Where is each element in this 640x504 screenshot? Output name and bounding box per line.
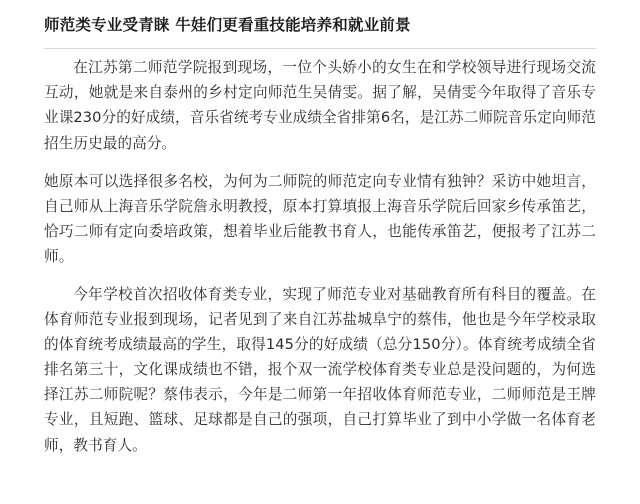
page-title: 师范类专业受青睐 牛娃们更看重技能培养和就业前景	[44, 16, 411, 34]
article-paragraph-3: 今年学校首次招收体育类专业，实现了师范专业对基础教育所有科目的覆盖。在体育师范专业报到现场，记者见到了来自江苏盐城阜宁的蔡伟，他也是今年学校录取的体育统考成绩最高的学生，取得145分的好成绩（总分150分）。体育统考成绩全省排名第三十，文化课成绩也不错，报个双一流学校体育类专业总是没问题的，为何选择江苏二师院呢？蔡伟表示，今年是二师第一年招收体育师范专业，二师师范是王牌专业，且短跑、篮球、足球都是自己的强项，自己打算毕业了到中小学做一名体育老师，教书育人。	[44, 286, 596, 454]
article-paragraph-2: 她原本可以选择很多名校，为何为二师院的师范定向专业情有独钟？采访中她坦言，自己师从上海音乐学院詹永明教授，原本打算填报上海音乐学院后回家乡传承笛艺，恰巧二师有定向委培政策，想着毕业后能教书育人，也能传承笛艺，便报考了江苏二师。	[44, 172, 596, 265]
article-paragraph-1: 在江苏第二师范学院报到现场，一位个头娇小的女生在和学校领导进行现场交流互动，她就是来自泰州的乡村定向师范生吴倩雯。据了解，吴倩雯今年取得了音乐专业课230分的好成绩，音乐省统考专业成绩全省排第6名，是江苏二师院音乐定向师范招生历史最的高分。	[44, 59, 596, 152]
article-body	[44, 49, 596, 457]
